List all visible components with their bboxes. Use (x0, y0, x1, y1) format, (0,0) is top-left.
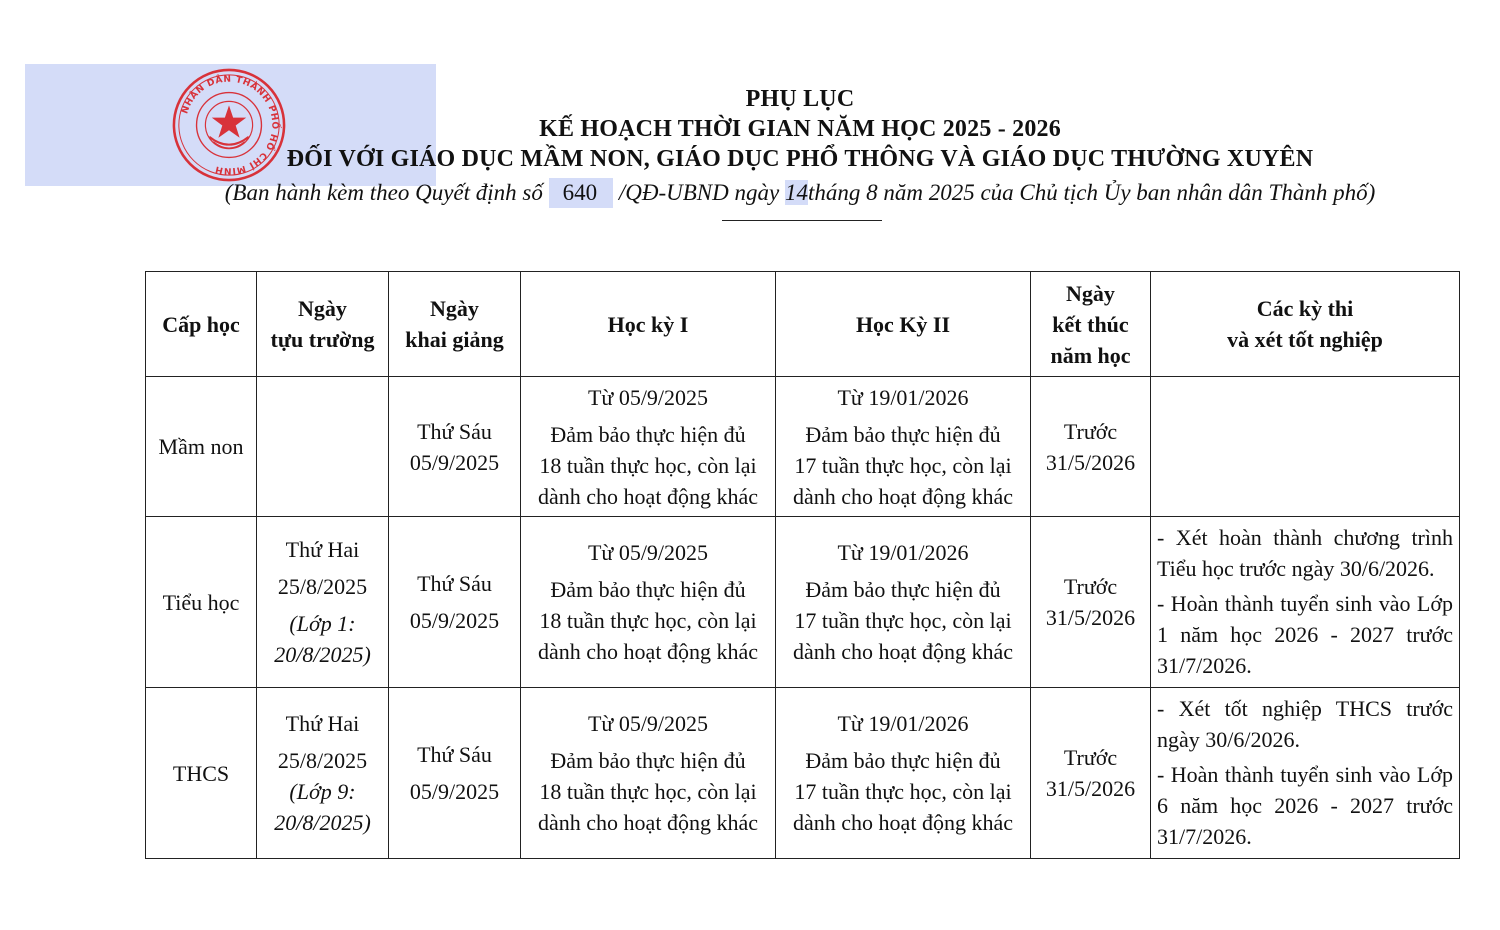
cell-khai-giang: Thứ Sáu 05/9/2025 (389, 377, 521, 517)
header-ky-thi: Các kỳ thi và xét tốt nghiệp (1151, 272, 1460, 377)
seal-ring-text: NHÂN DÂN THÀNH PHỐ HỒ CHÍ MINH (180, 74, 280, 176)
cell-hoc-ky-1: Từ 05/9/2025 Đảm bảo thực hiện đủ 18 tuần thực học, còn lại dành cho hoạt động khác (521, 688, 776, 859)
cell-khai-giang: Thứ Sáu 05/9/2025 (389, 688, 521, 859)
decision-number: 640 (549, 178, 614, 208)
cell-ket-thuc: Trước 31/5/2026 (1031, 688, 1151, 859)
issuance-note (140, 178, 1460, 208)
cell-ket-thuc: Trước 31/5/2026 (1031, 517, 1151, 688)
cell-hoc-ky-2: Từ 19/01/2026 Đảm bảo thực hiện đủ 17 tuần thực học, còn lại dành cho hoạt động khác (776, 377, 1031, 517)
header-divider (722, 220, 882, 221)
appendix-title: PHỤ LỤC (745, 86, 855, 112)
cell-tuu-truong: Thứ Hai 25/8/2025 (Lớp 9: 20/8/2025) (257, 688, 389, 859)
cell-khai-giang: Thứ Sáu 05/9/2025 (389, 517, 521, 688)
scope-title: ĐỐI VỚI GIÁO DỤC MẦM NON, GIÁO DỤC PHỔ THÔNG VÀ GIÁO DỤC THƯỜNG XUYÊN (286, 146, 1314, 172)
cell-ky-thi (1151, 377, 1460, 517)
cell-ket-thuc: Trước 31/5/2026 (1031, 377, 1151, 517)
header-hoc-ky-1: Học kỳ I (521, 272, 776, 377)
cell-hoc-ky-1: Từ 05/9/2025 Đảm bảo thực hiện đủ 18 tuần thực học, còn lại dành cho hoạt động khác (521, 517, 776, 688)
cell-tuu-truong: Thứ Hai 25/8/2025 (Lớp 1: 20/8/2025) (257, 517, 389, 688)
issuance-day: 14 (784, 180, 808, 205)
document-header (140, 84, 1460, 208)
table-row (146, 688, 1460, 859)
exam-item: - Xét hoàn thành chương trình Tiểu học trước ngày 30/6/2026. (1157, 524, 1453, 581)
exam-item: - Hoàn thành tuyển sinh vào Lớp 6 năm học 2026 - 2027 trước 31/7/2026. (1157, 761, 1453, 849)
cell-ky-thi (1151, 688, 1460, 859)
cell-cap-hoc: Mầm non (146, 377, 257, 517)
cell-hoc-ky-2: Từ 19/01/2026 Đảm bảo thực hiện đủ 17 tuần thực học, còn lại dành cho hoạt động khác (776, 688, 1031, 859)
table-row (146, 377, 1460, 517)
exam-item: - Hoàn thành tuyển sinh vào Lớp 1 năm học 2026 - 2027 trước 31/7/2026. (1157, 590, 1453, 678)
table-header-row (146, 272, 1460, 377)
school-year-plan-table (145, 271, 1460, 859)
header-cap-hoc: Cấp học (146, 272, 257, 377)
cell-ky-thi (1151, 517, 1460, 688)
header-tuu-truong: Ngày tựu trường (257, 272, 389, 377)
cell-tuu-truong (257, 377, 389, 517)
plan-title: KẾ HOẠCH THỜI GIAN NĂM HỌC 2025 - 2026 (539, 116, 1061, 142)
cell-hoc-ky-1: Từ 05/9/2025 Đảm bảo thực hiện đủ 18 tuần thực học, còn lại dành cho hoạt động khác (521, 377, 776, 517)
table-row (146, 517, 1460, 688)
issuance-mid: /QĐ-UBND ngày (613, 180, 785, 205)
exam-item: - Xét tốt nghiệp THCS trước ngày 30/6/2026. (1157, 695, 1453, 752)
header-ket-thuc: Ngày kết thúc năm học (1031, 272, 1151, 377)
header-khai-giang: Ngày khai giảng (389, 272, 521, 377)
cell-hoc-ky-2: Từ 19/01/2026 Đảm bảo thực hiện đủ 17 tuần thực học, còn lại dành cho hoạt động khác (776, 517, 1031, 688)
issuance-suffix: tháng 8 năm 2025 của Chủ tịch Ủy ban nhân dân Thành phố) (807, 180, 1376, 205)
issuance-prefix: (Ban hành kèm theo Quyết định số (224, 180, 549, 205)
header-hoc-ky-2: Học Kỳ II (776, 272, 1031, 377)
cell-cap-hoc: THCS (146, 688, 257, 859)
cell-cap-hoc: Tiểu học (146, 517, 257, 688)
